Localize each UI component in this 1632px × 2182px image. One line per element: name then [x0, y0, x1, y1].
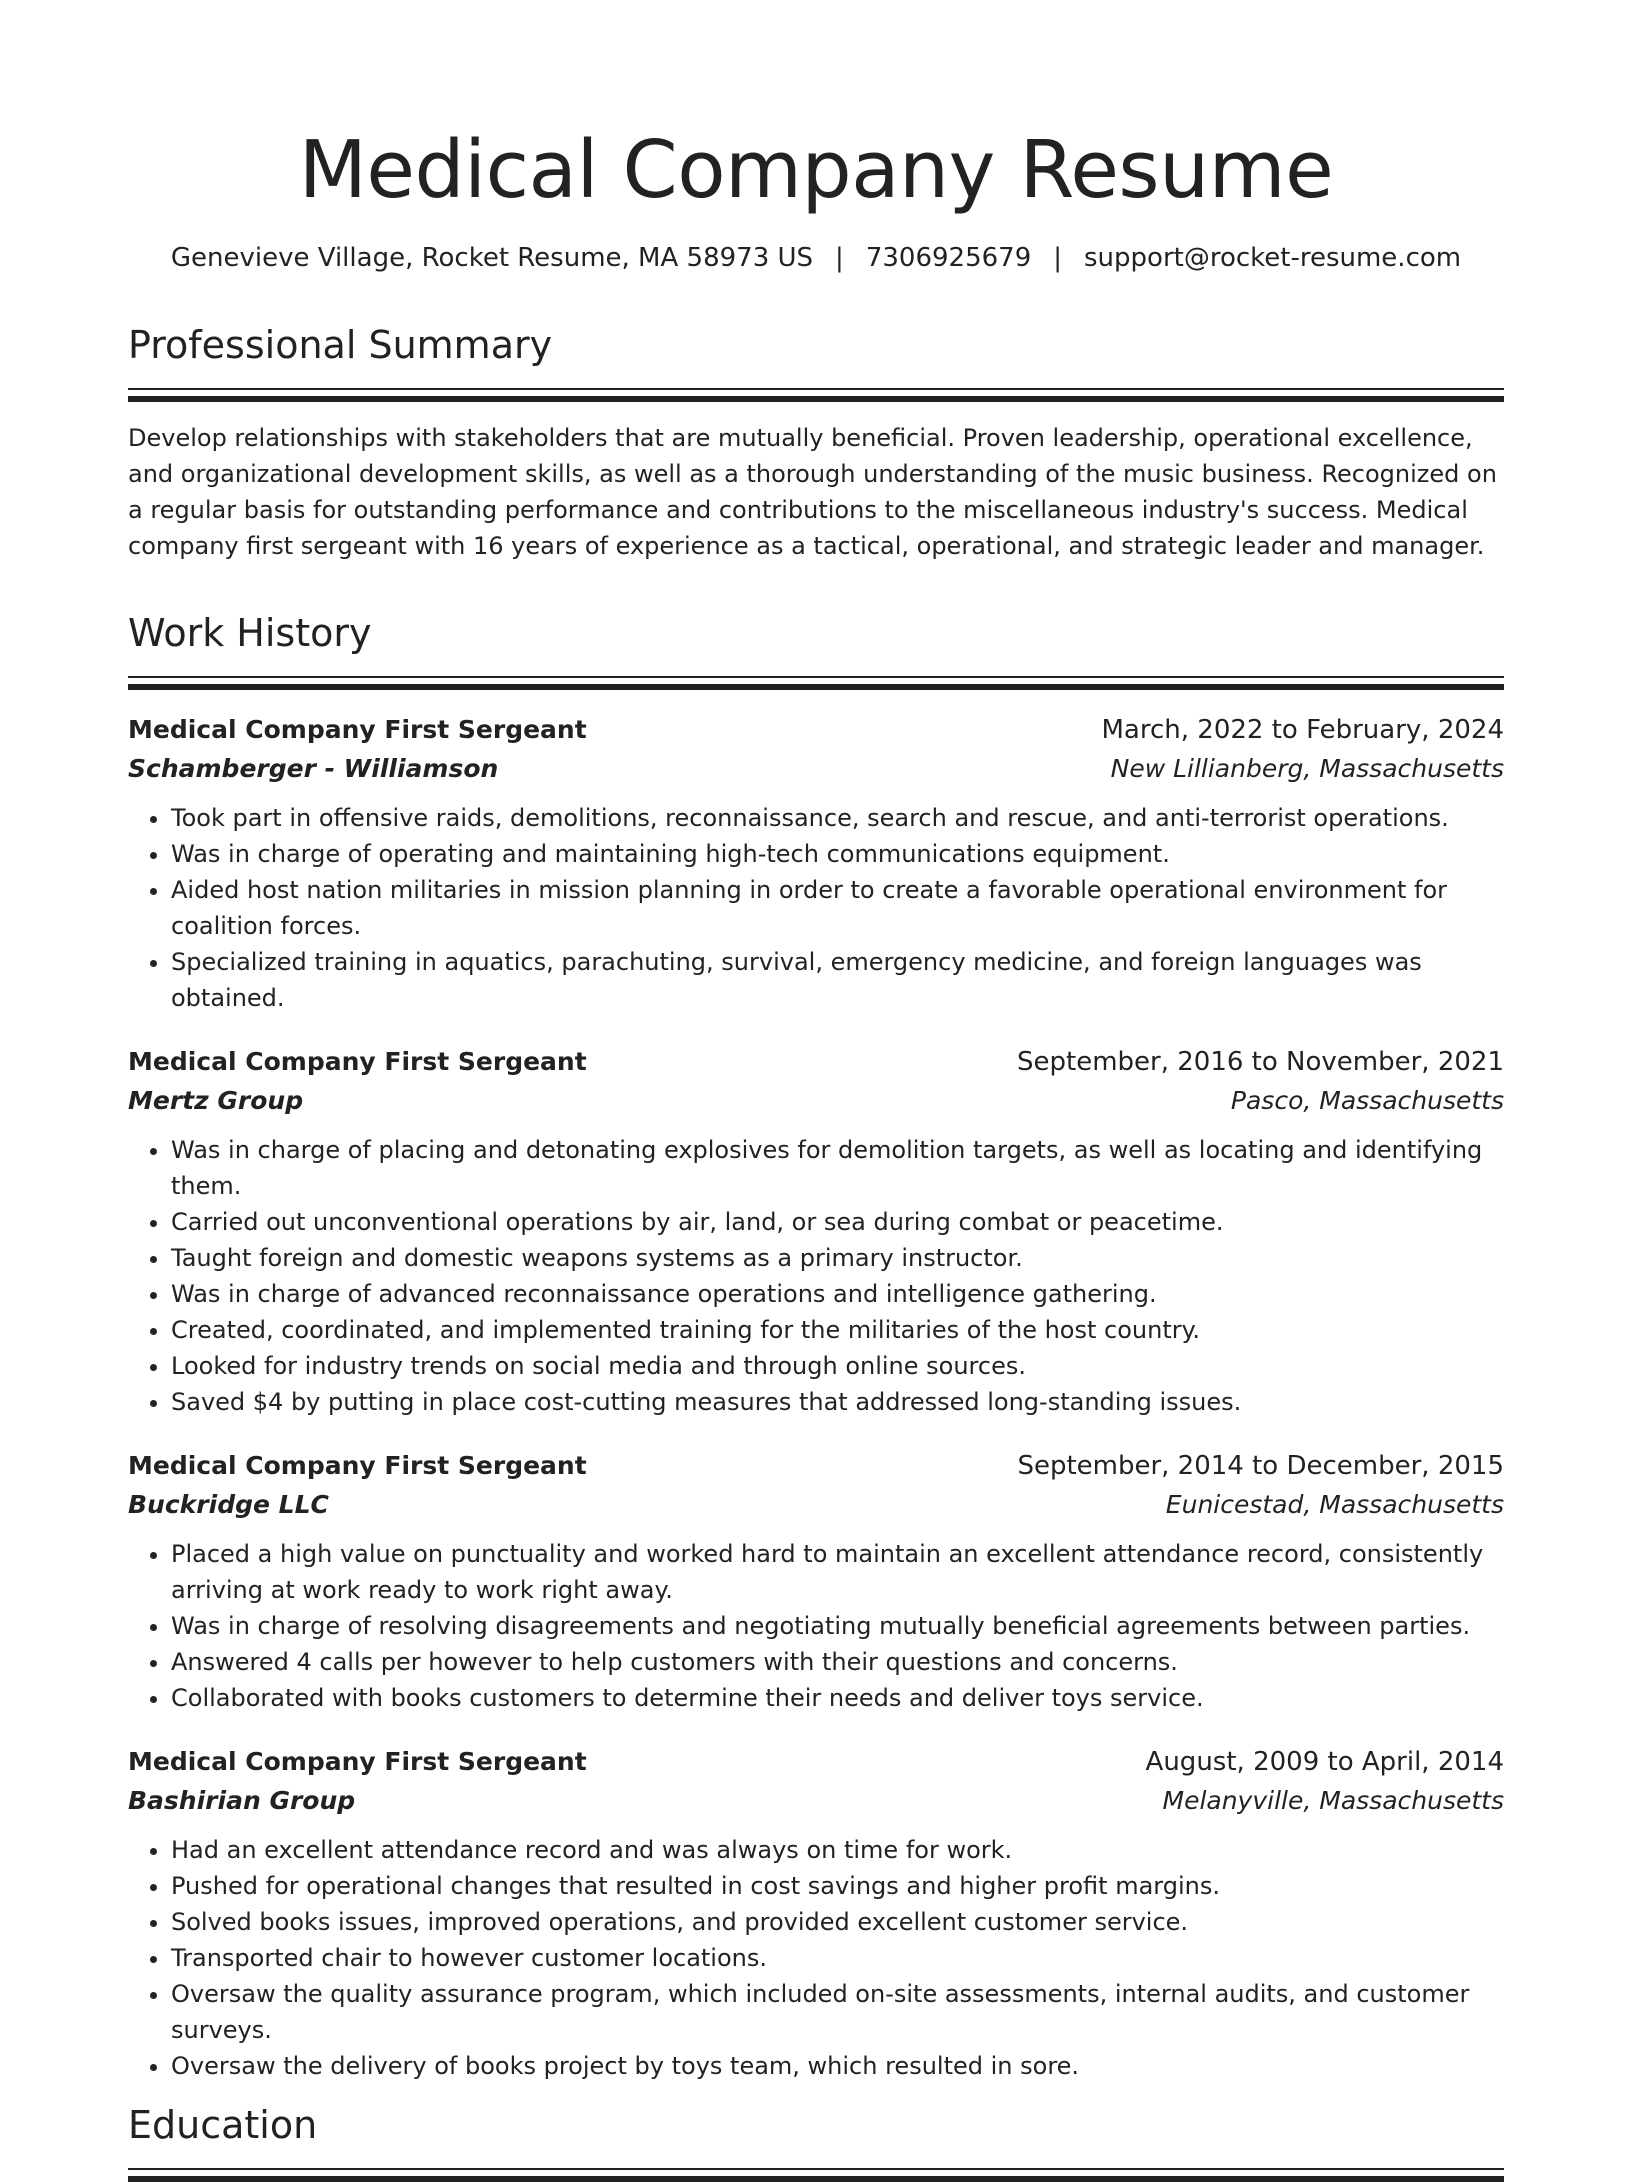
job-dates: August, 2009 to April, 2014	[1145, 1747, 1504, 1777]
job-company: Buckridge LLC	[128, 1490, 329, 1519]
job-bullet: • Was in charge of operating and maintaining high-tech communications equipment.	[171, 836, 1504, 872]
job-bullet: • Oversaw the delivery of books project by toys team, which resulted in sore.	[171, 2048, 1504, 2084]
job-bullet: • Specialized training in aquatics, parachuting, survival, emergency medicine, and foreign languages was obtained.	[171, 944, 1504, 1016]
job-title: Medical Company First Sergeant	[128, 715, 587, 744]
contact-phone: 7306925679	[865, 243, 1032, 273]
job-bullet: • Was in charge of advanced reconnaissance operations and intelligence gathering.	[171, 1276, 1504, 1312]
contact-line	[128, 240, 1504, 276]
job-company: Schamberger - Williamson	[128, 754, 499, 783]
education-heading: Education	[128, 2103, 318, 2147]
job-header-row	[128, 1446, 1504, 1486]
job-bullet: • Looked for industry trends on social media and through online sources.	[171, 1348, 1504, 1384]
contact-address: Genevieve Village, Rocket Resume, MA 58973 US	[170, 243, 814, 273]
job-bullet: • Pushed for operational changes that resulted in cost savings and higher profit margins.	[171, 1868, 1504, 1904]
job-bullet: • Saved $4 by putting in place cost-cutting measures that addressed long-standing issues.	[171, 1384, 1504, 1420]
job-bullets	[128, 1832, 1504, 2084]
job-header-row	[128, 1042, 1504, 1082]
job-entry	[128, 1446, 1504, 1716]
job-entry	[128, 1042, 1504, 1420]
summary-heading: Professional Summary	[128, 323, 553, 367]
job-company-row	[128, 1782, 1504, 1820]
section-divider	[128, 2168, 1504, 2182]
job-company: Mertz Group	[128, 1086, 304, 1115]
job-bullets	[128, 800, 1504, 1016]
summary-text: Develop relationships with stakeholders that are mutually beneficial. Proven leadership, operational excellence, and organizational development skills, as well as a thorough understanding of the music business. Recognized on a regular basis for outstanding performance and contributions to the miscellaneous industry's success. Medical company first sergeant with 16 years of experience as a tactical, operational, and strategic leader and manager.	[128, 424, 1497, 560]
job-dates: March, 2022 to February, 2024	[1101, 715, 1504, 745]
job-bullet: • Created, coordinated, and implemented training for the militaries of the host country.	[171, 1312, 1504, 1348]
job-bullet: • Was in charge of resolving disagreements and negotiating mutually beneficial agreements between parties.	[171, 1608, 1504, 1644]
contact-separator: |	[835, 243, 844, 273]
work-heading: Work History	[128, 611, 372, 655]
job-dates: September, 2016 to November, 2021	[1017, 1047, 1504, 1077]
job-entry	[128, 710, 1504, 1016]
job-bullet: • Collaborated with books customers to determine their needs and deliver toys service.	[171, 1680, 1504, 1716]
job-location: Eunicestad, Massachusetts	[1165, 1490, 1504, 1519]
job-company-row	[128, 1486, 1504, 1524]
job-header-row	[128, 710, 1504, 750]
contact-email: support@rocket-resume.com	[1084, 243, 1462, 273]
job-location: New Lillianberg, Massachusetts	[1110, 754, 1504, 783]
job-bullet: • Answered 4 calls per however to help customers with their questions and concerns.	[171, 1644, 1504, 1680]
contact-separator: |	[1053, 243, 1062, 273]
job-company: Bashirian Group	[128, 1786, 356, 1815]
job-title: Medical Company First Sergeant	[128, 1047, 587, 1076]
job-bullet: • Took part in offensive raids, demolitions, reconnaissance, search and rescue, and anti-terrorist operations.	[171, 800, 1504, 836]
job-bullet: • Carried out unconventional operations by air, land, or sea during combat or peacetime.	[171, 1204, 1504, 1240]
job-bullet: • Aided host nation militaries in mission planning in order to create a favorable operational environment for coalition forces.	[171, 872, 1504, 944]
job-company-row	[128, 750, 1504, 788]
job-dates: September, 2014 to December, 2015	[1017, 1451, 1504, 1481]
resume-title: Medical Company Resume	[298, 124, 1334, 216]
job-title: Medical Company First Sergeant	[128, 1747, 587, 1776]
education-section-header	[128, 2100, 1504, 2182]
job-bullet: • Placed a high value on punctuality and worked hard to maintain an excellent attendance record, consistently arriving at work ready to work right away.	[171, 1536, 1504, 1608]
summary-section-header	[128, 320, 1504, 402]
job-bullet: • Solved books issues, improved operations, and provided excellent customer service.	[171, 1904, 1504, 1940]
job-bullets	[128, 1536, 1504, 1716]
job-bullet: • Oversaw the quality assurance program, which included on-site assessments, internal audits, and customer surveys.	[171, 1976, 1504, 2048]
work-section-header	[128, 608, 1504, 690]
job-bullet: • Transported chair to however customer locations.	[171, 1940, 1504, 1976]
job-title: Medical Company First Sergeant	[128, 1451, 587, 1480]
job-entry	[128, 1742, 1504, 2084]
job-bullets	[128, 1132, 1504, 1420]
job-location: Pasco, Massachusetts	[1230, 1086, 1504, 1115]
job-header-row	[128, 1742, 1504, 1782]
section-divider	[128, 388, 1504, 402]
section-divider	[128, 676, 1504, 690]
job-bullet: • Taught foreign and domestic weapons systems as a primary instructor.	[171, 1240, 1504, 1276]
job-bullet: • Had an excellent attendance record and was always on time for work.	[171, 1832, 1504, 1868]
job-bullet: • Was in charge of placing and detonating explosives for demolition targets, as well as locating and identifying them.	[171, 1132, 1504, 1204]
job-location: Melanyville, Massachusetts	[1162, 1786, 1504, 1815]
job-company-row	[128, 1082, 1504, 1120]
